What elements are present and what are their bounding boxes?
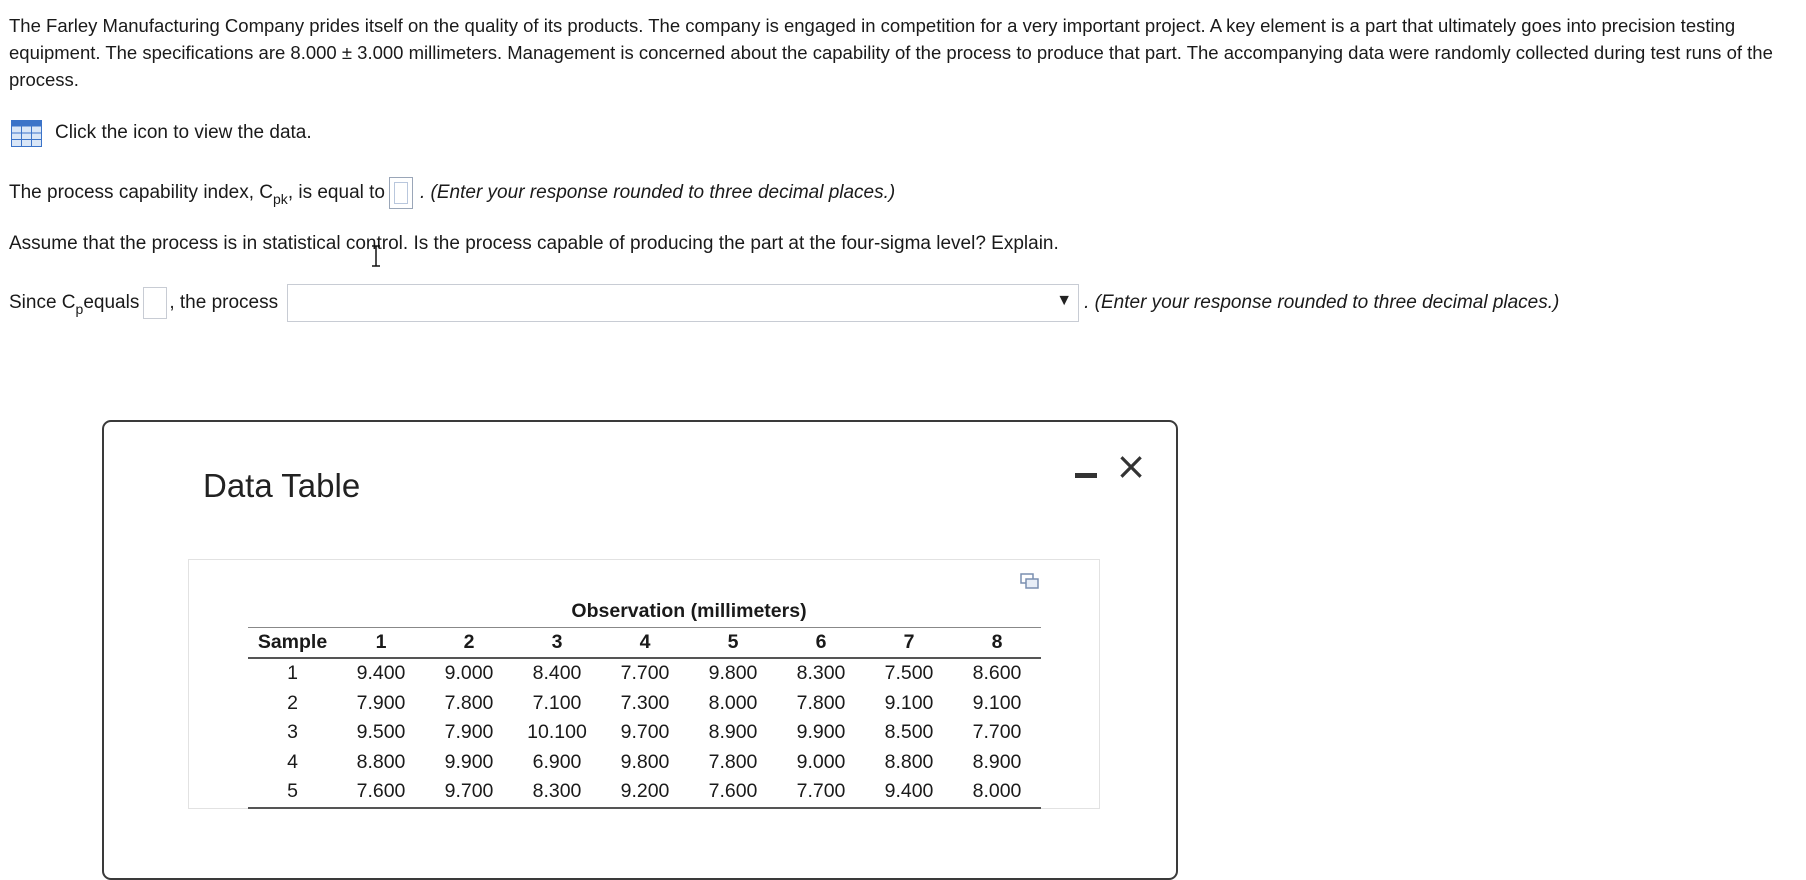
data-table-panel xyxy=(188,559,1100,809)
observation-cell: 10.100 xyxy=(527,721,587,744)
column-header-observation: 5 xyxy=(689,627,777,658)
sample-number-cell: 2 xyxy=(287,691,298,714)
observation-cell: 7.900 xyxy=(356,691,406,714)
observation-cell: 9.100 xyxy=(884,691,934,714)
process-capability-dropdown[interactable] xyxy=(287,284,1079,322)
question-cpk-text-before: The process capability index, C xyxy=(9,182,274,203)
cp-answer-input[interactable] xyxy=(143,287,167,319)
question-cp-middle: , the process xyxy=(169,292,279,313)
observation-cell: 7.800 xyxy=(796,691,846,714)
cp-hint: . (Enter your response rounded to three decimal places.) xyxy=(1084,292,1560,313)
sample-number-cell: 1 xyxy=(287,662,298,685)
observation-cell: 9.400 xyxy=(356,662,406,685)
cpk-hint: . (Enter your response rounded to three decimal places.) xyxy=(419,182,896,203)
observation-cell: 8.300 xyxy=(796,662,846,685)
view-data-label: Click the icon to view the data. xyxy=(55,122,312,143)
column-header-observation: 3 xyxy=(513,627,601,658)
cpk-answer-input[interactable] xyxy=(389,177,413,209)
observation-cell: 7.800 xyxy=(444,691,494,714)
observation-cell: 9.800 xyxy=(620,750,670,773)
view-data-row xyxy=(11,118,312,148)
observation-cell: 9.400 xyxy=(865,777,953,808)
cpk-subscript: pk xyxy=(273,191,288,207)
observation-cell: 6.900 xyxy=(532,750,582,773)
observation-cell: 7.900 xyxy=(444,721,494,744)
observation-cell: 9.200 xyxy=(601,777,689,808)
problem-intro: The Farley Manufacturing Company prides itself on the quality of its products. The company is engaged in competition for a very important project. A key element is a part that ultimately goes into precision testing equipment. The specifications are 8.000 ± 3.000 millimeters. Management is concerned about the capability of the process to produce that part. The accompanying data were randomly collected during test runs of the process. xyxy=(9,15,1773,90)
observation-cell: 8.000 xyxy=(953,777,1041,808)
column-header-observation: 8 xyxy=(953,627,1041,658)
observation-cell: 7.300 xyxy=(620,691,670,714)
table-row xyxy=(248,748,1041,778)
copy-icon[interactable] xyxy=(1020,573,1040,591)
observation-cell: 9.000 xyxy=(796,750,846,773)
observation-cell: 8.900 xyxy=(708,721,758,744)
observation-cell: 8.400 xyxy=(532,662,582,685)
observation-cell: 8.600 xyxy=(972,662,1022,685)
observation-cell: 7.100 xyxy=(532,691,582,714)
observation-cell: 7.700 xyxy=(972,721,1022,744)
observation-cell: 9.900 xyxy=(444,750,494,773)
observation-table xyxy=(248,597,1041,809)
observation-cell: 8.300 xyxy=(513,777,601,808)
observation-cell: 7.500 xyxy=(884,662,934,685)
observation-cell: 8.800 xyxy=(356,750,406,773)
table-row xyxy=(248,777,1041,808)
column-header-observation: 2 xyxy=(425,627,513,658)
observation-cell: 9.900 xyxy=(796,721,846,744)
data-table-dialog xyxy=(102,420,1178,880)
observation-cell: 7.600 xyxy=(689,777,777,808)
question-cpk-text-after: , is equal to xyxy=(287,182,385,203)
observation-cell: 7.700 xyxy=(777,777,865,808)
question-cp xyxy=(9,283,1559,323)
observation-cell: 9.700 xyxy=(425,777,513,808)
observation-cell: 8.000 xyxy=(708,691,758,714)
observation-cell: 8.800 xyxy=(884,750,934,773)
minimize-icon[interactable] xyxy=(1073,458,1099,484)
column-header-observation: 4 xyxy=(601,627,689,658)
table-row xyxy=(248,658,1041,689)
cp-subscript: p xyxy=(75,301,84,317)
observation-cell: 8.900 xyxy=(972,750,1022,773)
dropdown-arrow-icon: ▼ xyxy=(1056,292,1073,309)
observation-cell: 9.100 xyxy=(972,691,1022,714)
column-header-observation: 6 xyxy=(777,627,865,658)
column-header-observation: 1 xyxy=(337,627,425,658)
column-header-sample: Sample xyxy=(248,627,337,658)
observation-cell: 7.800 xyxy=(708,750,758,773)
table-row xyxy=(248,718,1041,748)
sample-number-cell: 4 xyxy=(287,750,298,773)
sample-number-cell: 3 xyxy=(287,721,298,744)
question-capability: Assume that the process is in statistical control. Is the process capable of producing the part at the four-sigma level? Explain. xyxy=(9,233,1059,254)
close-icon[interactable]: × xyxy=(1115,444,1147,488)
question-cp-text-after: equals xyxy=(83,292,140,313)
question-cpk xyxy=(9,175,895,211)
question-cp-text-before: Since C xyxy=(9,292,76,313)
text-cursor-icon xyxy=(370,245,382,267)
observation-group-header: Observation (millimeters) xyxy=(337,597,1041,627)
observation-cell: 7.600 xyxy=(337,777,425,808)
observation-cell: 9.500 xyxy=(356,721,406,744)
dialog-title: Data Table xyxy=(203,467,361,504)
observation-cell: 8.500 xyxy=(884,721,934,744)
observation-cell: 9.000 xyxy=(444,662,494,685)
observation-cell: 7.700 xyxy=(620,662,670,685)
column-header-observation: 7 xyxy=(865,627,953,658)
sample-number-cell: 5 xyxy=(248,777,337,808)
observation-cell: 9.700 xyxy=(620,721,670,744)
table-row xyxy=(248,689,1041,719)
table-grid-icon[interactable] xyxy=(11,120,42,147)
observation-cell: 9.800 xyxy=(708,662,758,685)
